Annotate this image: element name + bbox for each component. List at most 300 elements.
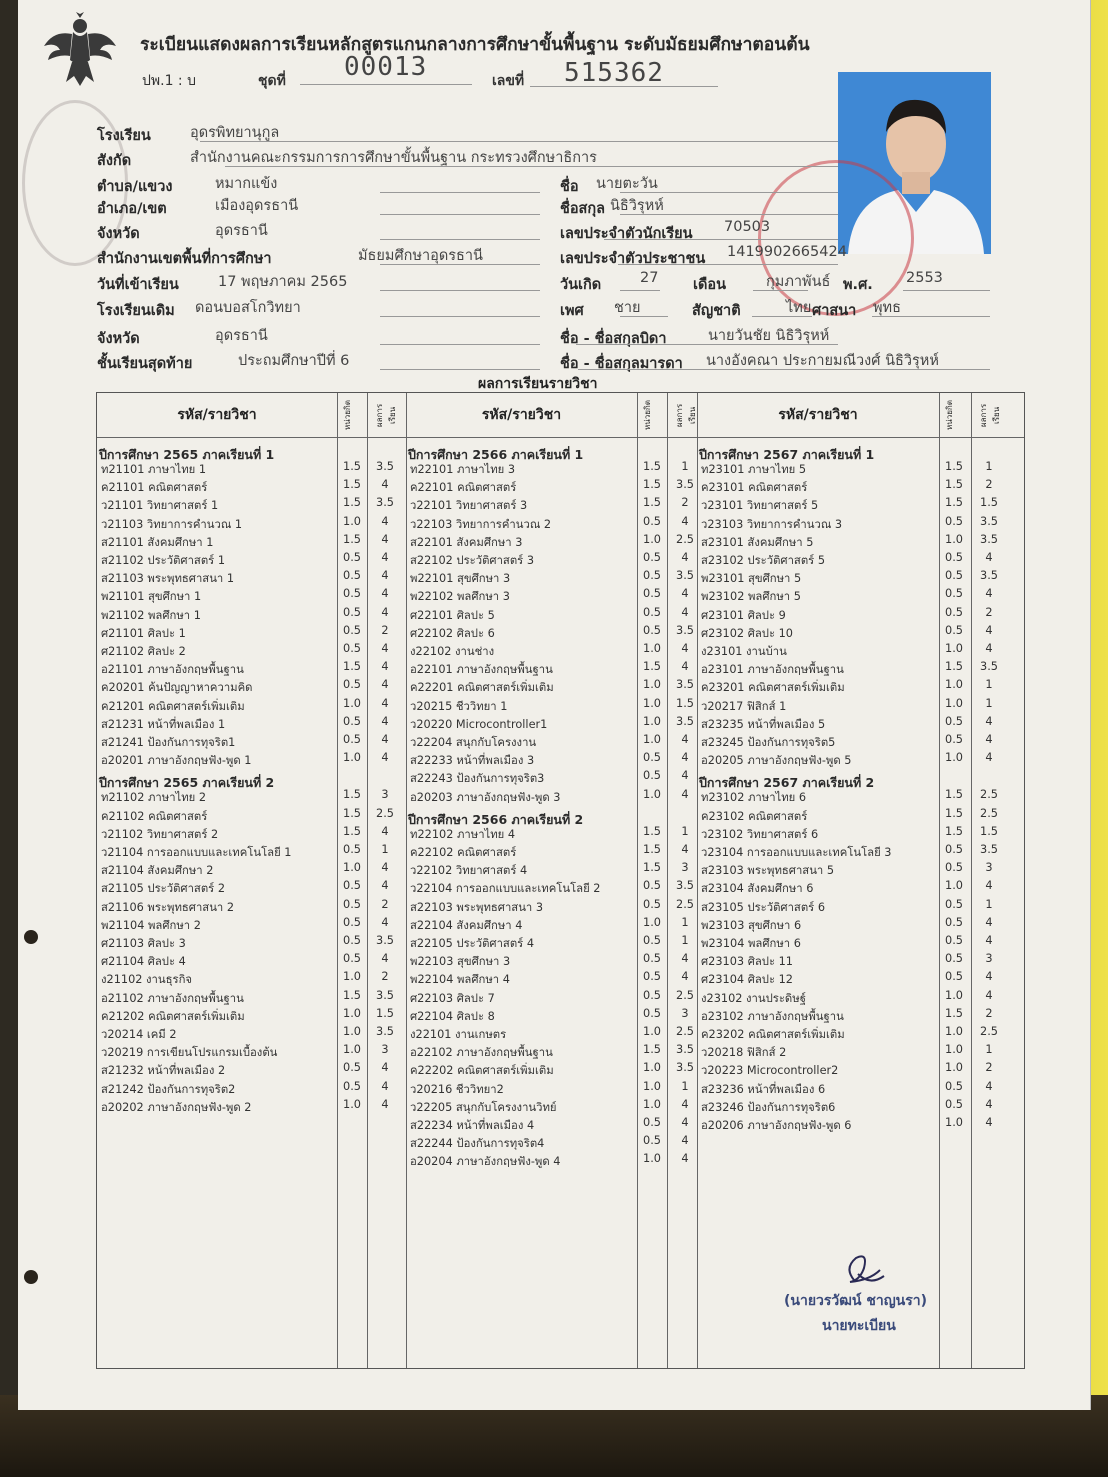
subject-credit: 1.0 [643,532,661,546]
subject-credit: 1.5 [343,496,361,510]
subject-grade: 4 [985,934,993,947]
subject-name: ว20215 ชีววิทยา 1 [410,699,508,713]
subject-grade: 2.5 [980,1025,998,1038]
field-label: เดือน [693,277,726,293]
subject-credit: 1.5 [643,824,661,838]
field-underline [380,344,540,345]
subject-name: อ20204 ภาษาอังกฤษฟัง-พูด 4 [410,1155,561,1169]
term-heading: ปีการศึกษา 2566 ภาคเรียนที่ 2 [408,811,584,827]
subject-grade: 3.5 [980,514,998,528]
subject-grade: 4 [985,879,993,893]
subject-name: ว23103 วิทยาการคำนวณ 3 [701,517,843,531]
subject-credit: 0.5 [643,514,661,528]
subject-grade: 4 [985,642,993,655]
subject-grade: 4 [381,714,389,728]
subject-name: ว21102 วิทยาศาสตร์ 2 [101,827,219,841]
subject-grade: 4 [985,970,993,984]
subject-grade: 2 [381,970,389,984]
subject-name: ส21106 พระพุทธศาสนา 2 [101,900,235,914]
subject-credit: 1.0 [643,696,661,710]
field-value: อุดรธานี [215,223,268,239]
subject-credit: 0.5 [343,714,361,728]
subject-name: พ21104 พลศึกษา 2 [101,918,201,932]
subject-grade: 4 [381,733,389,746]
subject-name: ค21202 คณิตศาสตร์เพิ่มเติม [101,1009,245,1023]
subject-name: อ20206 ภาษาอังกฤษฟัง-พูด 6 [701,1119,852,1132]
subject-grade: 4 [381,824,389,838]
subject-credit: 0.5 [945,605,963,619]
field-value: 27 [640,270,659,286]
field-label: ศาสนา [812,303,857,319]
subject-name: ส22233 หน้าที่พลเมือง 3 [410,754,535,768]
term-heading: ปีการศึกษา 2565 ภาคเรียนที่ 1 [99,447,275,462]
subject-credit: 0.5 [643,569,661,583]
subject-grade: 1.5 [676,696,694,710]
subject-name: ส23235 หน้าที่พลเมือง 5 [701,717,826,731]
subject-grade: 2 [381,897,389,911]
field-value: นิธิวิรุหห์ [610,198,664,214]
subject-grade: 3.5 [376,934,394,947]
subject-name: อ20205 ภาษาอังกฤษฟัง-พูด 5 [701,754,852,768]
subject-name: ส21104 สังคมศึกษา 2 [101,864,214,878]
subject-credit: 1.0 [343,1025,361,1038]
field-label: ตำบล/แขวง [97,179,173,195]
subject-name: พ22104 พลศึกษา 4 [410,973,510,987]
subject-name: ท22101 ภาษาไทย 3 [410,463,516,476]
field-underline [604,239,838,240]
subject-grade: 4 [381,861,389,875]
field-value: ไทย [786,300,812,316]
subject-grade: 2.5 [376,806,394,820]
field-value: อุดรพิทยานุกูล [190,125,280,141]
subject-name: ว20218 ฟิสิกส์ 2 [701,1046,787,1060]
serial-label: เลขที่ [492,73,525,89]
field-value: ดอนบอสโกวิทยา [195,300,301,316]
subject-credit: 1.5 [643,460,661,473]
subject-grade: 3 [681,861,689,875]
subject-name: ส22234 หน้าที่พลเมือง 4 [410,1119,535,1132]
field-value: นายตะวัน [596,176,658,192]
subject-name: ส23105 ประวัติศาสตร์ 6 [701,900,826,914]
subject-credit: 0.5 [343,843,361,856]
subject-grade: 4 [381,879,389,893]
subject-name: ส22101 สังคมศึกษา 3 [410,535,523,549]
subject-grade: 4 [985,1116,993,1129]
subject-name: อ20203 ภาษาอังกฤษฟัง-พูด 3 [410,790,561,804]
subject-grade: 3.5 [376,988,394,1002]
field-underline [380,290,540,291]
subject-name: อ21101 ภาษาอังกฤษพื้นฐาน [101,663,244,677]
field-underline [872,316,990,317]
subject-name: ส21105 ประวัติศาสตร์ 2 [101,882,226,896]
subject-credit: 0.5 [945,1097,963,1111]
subject-name: ส21102 ประวัติศาสตร์ 1 [101,554,226,567]
subject-grade: 1.5 [980,824,998,838]
subject-name: ง23101 งานบ้าน [701,645,787,658]
subject-credit: 0.5 [343,915,361,929]
subject-grade: 4 [381,569,389,583]
subject-name: ว22205 สนุกกับโครงงานวิทย์ [410,1100,557,1114]
subject-grade: 3.5 [980,843,998,856]
subject-name: ส23101 สังคมศึกษา 5 [701,535,814,549]
subject-name: ส23245 ป้องกันการทุจริต5 [701,736,836,749]
field-label: เพศ [560,303,584,319]
subject-credit: 1.5 [643,660,661,674]
subject-grade: 1 [985,1043,993,1057]
subject-credit: 0.5 [945,623,963,637]
subject-credit: 1.0 [643,642,661,655]
subject-credit: 0.5 [643,897,661,911]
subject-name: พ21101 สุขศึกษา 1 [101,590,202,604]
subject-credit: 1.5 [643,496,661,510]
subject-credit: 1.0 [343,861,361,875]
serial-underline [530,86,718,87]
field-label: ชื่อ [560,179,579,195]
subject-grade: 3 [381,788,389,802]
subject-grade: 4 [381,551,389,564]
field-underline [620,290,660,291]
column-header-subject: รหัส/รายวิชา [778,407,858,423]
subject-credit: 0.5 [643,769,661,783]
subject-name: ท23101 ภาษาไทย 5 [701,463,807,476]
subject-credit: 0.5 [945,714,963,728]
subject-grade: 4 [681,952,689,966]
subject-credit: 1.0 [945,678,963,692]
field-label: โรงเรียนเดิม [97,303,175,319]
subject-name: ว22101 วิทยาศาสตร์ 3 [410,499,528,513]
subject-name: ศ22103 ศิลปะ 7 [410,991,495,1005]
table-divider [667,393,668,1368]
subject-grade: 4 [681,733,689,746]
subject-name: ค22102 คณิตศาสตร์ [410,846,517,859]
subject-credit: 1.5 [945,478,963,492]
document-title: ระเบียนแสดงผลการเรียนหลักสูตรแกนกลางการศึกษาขั้นพื้นฐาน ระดับมัธยมศึกษาตอนต้น [140,35,810,55]
subject-grade: 3 [985,861,993,875]
subject-grade: 4 [381,514,389,528]
subject-grade: 3 [381,1043,389,1057]
subject-credit: 1.0 [945,532,963,546]
subject-credit: 0.5 [643,1006,661,1020]
subject-name: ว20220 Microcontroller1 [410,717,548,731]
subject-name: ค21101 คณิตศาสตร์ [101,481,208,495]
subject-name: ส23103 พระพุทธศาสนา 5 [701,864,835,878]
subject-grade: 4 [985,623,993,637]
subject-grade: 4 [681,587,689,601]
subject-name: ค23201 คณิตศาสตร์เพิ่มเติม [701,681,845,695]
section-title: ผลการเรียนรายวิชา [478,376,598,392]
subject-grade: 1 [681,824,689,838]
subject-grade: 4 [381,478,389,492]
subject-name: อ22102 ภาษาอังกฤษพื้นฐาน [410,1046,553,1060]
subject-grade: 2.5 [980,788,998,802]
subject-grade: 4 [381,915,389,929]
field-label: วันที่เข้าเรียน [97,277,179,293]
subject-grade: 4 [381,642,389,655]
subject-name: ง22102 งานช่าง [410,645,495,658]
subject-grade: 3.5 [980,532,998,546]
subject-credit: 1.5 [343,824,361,838]
field-value: 2553 [906,270,943,286]
subject-name: ส22244 ป้องกันการทุจริต4 [410,1137,545,1151]
subject-grade: 4 [681,514,689,528]
subject-grade: 4 [681,1152,689,1166]
subject-credit: 1.5 [343,660,361,674]
subject-credit: 0.5 [945,897,963,911]
subject-grade: 1 [681,934,689,947]
subject-credit: 1.5 [643,1043,661,1057]
subject-credit: 0.5 [945,569,963,583]
subject-name: ศ22104 ศิลปะ 8 [410,1009,495,1023]
form-code: ปพ.1 : บ [142,73,196,89]
subject-grade: 3.5 [376,496,394,510]
field-label: โรงเรียน [97,128,151,144]
term-heading: ปีการศึกษา 2567 ภาคเรียนที่ 2 [699,775,875,791]
subject-grade: 3.5 [676,623,694,637]
subject-grade: 4 [381,751,389,765]
subject-grade: 2.5 [676,897,694,911]
set-label: ชุดที่ [258,73,286,89]
field-underline [380,369,540,370]
subject-credit: 1.0 [343,514,361,528]
subject-grade: 1 [681,1079,689,1093]
subject-credit: 1.0 [643,1152,661,1166]
subject-credit: 1.0 [945,1043,963,1057]
subject-name: ค21201 คณิตศาสตร์เพิ่มเติม [101,699,245,713]
subject-grade: 4 [985,733,993,746]
subject-grade: 2 [985,1006,993,1020]
subject-credit: 1.5 [343,460,361,473]
subject-name: ศ22101 ศิลปะ 5 [410,608,495,622]
field-label: อำเภอ/เขต [97,201,167,217]
subject-name: พ23104 พลศึกษา 6 [701,937,801,950]
subject-credit: 1.0 [945,1116,963,1129]
subject-name: อ20201 ภาษาอังกฤษฟัง-พูด 1 [101,754,252,768]
field-value: หมากแข้ง [215,176,278,192]
subject-grade: 2 [985,478,993,492]
field-label: จังหวัด [97,226,140,242]
subject-grade: 3.5 [980,660,998,674]
subject-name: ส22105 ประวัติศาสตร์ 4 [410,937,535,950]
subject-name: ง21102 งานธุรกิจ [101,973,193,987]
field-label: เลขประจำตัวประชาชน [560,251,706,267]
field-value: กุมภาพันธ์ [766,274,831,290]
subject-credit: 0.5 [643,952,661,966]
subject-name: ค23101 คณิตศาสตร์ [701,481,808,495]
field-value: 17 พฤษภาคม 2565 [218,274,348,290]
serial-number: 515362 [564,58,664,88]
field-value: 70503 [724,219,771,235]
subject-credit: 1.0 [343,970,361,984]
subject-credit: 0.5 [643,1134,661,1148]
subject-credit: 1.0 [643,1097,661,1111]
column-header-subject: รหัส/รายวิชา [177,407,257,423]
field-value: นางอังคณา ประกายมณีวงศ์ นิธิวิรุหห์ [706,353,939,369]
subject-credit: 1.0 [643,678,661,692]
subject-credit: 0.5 [945,733,963,746]
subject-name: ส21231 หน้าที่พลเมือง 1 [101,717,226,731]
subject-grade: 4 [381,678,389,692]
subject-name: ศ21102 ศิลปะ 2 [101,645,186,658]
subject-name: อ21102 ภาษาอังกฤษพื้นฐาน [101,991,244,1005]
subject-grade: 4 [681,787,689,801]
subject-grade: 4 [381,605,389,619]
subject-credit: 0.5 [945,1079,963,1093]
subject-credit: 1.5 [945,660,963,674]
field-value: ประถมศึกษาปีที่ 6 [238,353,350,369]
subject-name: ว23102 วิทยาศาสตร์ 6 [701,827,819,841]
subject-name: ค22201 คณิตศาสตร์เพิ่มเติม [410,681,554,695]
subject-grade: 2 [381,623,389,637]
punch-hole [24,1270,38,1284]
field-underline [752,316,812,317]
subject-credit: 1.5 [343,988,361,1002]
field-underline [380,214,540,215]
subject-grade: 4 [381,952,389,966]
subject-credit: 0.5 [343,879,361,893]
subject-name: ศ23102 ศิลปะ 10 [701,626,793,640]
field-underline [620,316,668,317]
subject-name: ท21101 ภาษาไทย 1 [101,463,207,476]
subject-credit: 0.5 [343,623,361,637]
subject-credit: 1.5 [945,824,963,838]
subject-credit: 0.5 [343,587,361,601]
subject-credit: 0.5 [343,897,361,911]
subject-grade: 4 [381,696,389,710]
field-underline [380,316,540,317]
subject-credit: 0.5 [343,551,361,564]
registrar-signature [840,1250,886,1290]
registrar-name: (นายวรวัฒน์ ชาญนรา) [784,1293,928,1309]
subject-grade: 3.5 [676,879,694,893]
subject-name: ว20216 ชีววิทยา2 [410,1082,504,1096]
subject-name: ว22204 สนุกกับโครงงาน [410,736,537,749]
subject-credit: 0.5 [343,569,361,583]
subject-credit: 0.5 [343,1079,361,1093]
field-value: ชาย [614,300,641,316]
subject-grade: 4 [681,751,689,765]
subject-credit: 0.5 [945,843,963,856]
subject-credit: 0.5 [945,861,963,875]
field-underline [903,290,990,291]
subject-credit: 0.5 [343,605,361,619]
field-underline [578,369,990,370]
subject-name: ง22101 งานเกษตร [410,1028,507,1041]
subject-credit: 0.5 [643,587,661,601]
subject-name: พ23102 พลศึกษา 5 [701,590,801,604]
subject-grade: 3.5 [676,569,694,583]
subject-grade: 1 [381,843,389,856]
subject-grade: 4 [985,1097,993,1111]
subject-grade: 1.5 [376,1006,394,1020]
subject-name: ท22102 ภาษาไทย 4 [410,827,516,841]
subject-name: ศ21103 ศิลปะ 3 [101,937,186,950]
subject-grade: 4 [681,1134,689,1148]
subject-name: พ22101 สุขศึกษา 3 [410,572,511,586]
subject-grade: 3.5 [676,714,694,728]
field-underline [380,264,540,265]
subject-grade: 4 [681,660,689,674]
subject-credit: 1.5 [343,806,361,820]
subject-grade: 1 [985,678,993,692]
subject-grade: 4 [985,551,993,564]
subject-credit: 1.5 [643,861,661,875]
subject-grade: 4 [381,1097,389,1111]
subject-credit: 0.5 [343,642,361,655]
subject-grade: 1 [985,460,993,473]
subject-grade: 2.5 [676,988,694,1002]
punch-hole [24,930,38,944]
subject-name: ศ21101 ศิลปะ 1 [101,626,186,640]
subject-credit: 1.0 [945,696,963,710]
subject-grade: 4 [381,1079,389,1093]
field-underline [753,290,808,291]
field-label: ชื่อสกุล [560,201,606,217]
term-heading: ปีการศึกษา 2567 ภาคเรียนที่ 1 [699,447,875,462]
field-value: 1419902665424 [727,244,847,260]
subject-grade: 3.5 [676,1061,694,1075]
field-label: สำนักงานเขตพื้นที่การศึกษา [97,251,272,267]
subject-grade: 2.5 [676,532,694,546]
subject-grade: 4 [681,642,689,655]
subject-credit: 0.5 [643,1116,661,1129]
subject-name: พ22102 พลศึกษา 3 [410,590,510,604]
subject-grade: 4 [681,769,689,783]
subject-grade: 2.5 [676,1025,694,1038]
subject-grade: 2.5 [980,806,998,820]
table-divider [367,393,368,1368]
field-underline [620,214,838,215]
column-header-grade: ผลการเรียน [375,403,397,427]
field-label: เลขประจำตัวนักเรียน [560,226,693,242]
subject-credit: 0.5 [343,934,361,947]
subject-name: ค22202 คณิตศาสตร์เพิ่มเติม [410,1064,554,1078]
subject-credit: 0.5 [945,970,963,984]
subject-name: ส22243 ป้องกันการทุจริต3 [410,772,545,786]
subject-credit: 1.0 [945,751,963,765]
garuda-emblem-icon [40,10,120,88]
column-header-credit: หน่วยกิต [945,400,954,430]
subject-credit: 1.5 [945,1006,963,1020]
field-value: นายวันชัย นิธิวิรุหห์ [708,328,830,344]
subject-name: ส21242 ป้องกันการทุจริต2 [101,1082,236,1096]
subject-grade: 4 [681,843,689,856]
subject-credit: 0.5 [643,623,661,637]
subject-grade: 2 [681,496,689,510]
subject-name: ว20223 Microcontroller2 [701,1064,839,1078]
field-underline [620,192,838,193]
column-header-credit: หน่วยกิต [643,400,652,430]
subject-name: อ23102 ภาษาอังกฤษพื้นฐาน [701,1009,844,1023]
subject-credit: 1.5 [945,460,963,473]
subject-grade: 4 [381,587,389,601]
column-header-grade: ผลการเรียน [979,403,1001,427]
subject-name: ค20201 ค้นปัญญาหาความคิด [101,681,253,695]
subject-credit: 1.5 [343,532,361,546]
field-label: ชื่อ - ชื่อสกุลบิดา [560,331,667,347]
subject-name: ศ23101 ศิลปะ 9 [701,608,786,622]
subject-name: ง23102 งานประดิษฐ์ [701,991,806,1005]
subject-grade: 3.5 [676,678,694,692]
subject-credit: 0.5 [643,751,661,765]
subject-name: ว23104 การออกแบบและเทคโนโลยี 3 [701,846,892,859]
subject-credit: 1.0 [643,915,661,929]
subject-credit: 1.5 [945,496,963,510]
subject-credit: 1.0 [343,1006,361,1020]
subject-name: ส23246 ป้องกันการทุจริต6 [701,1100,836,1114]
subject-name: ว20217 ฟิสิกส์ 1 [701,699,787,713]
subject-grade: 3 [985,952,993,966]
subject-name: ค23102 คณิตศาสตร์ [701,809,808,823]
